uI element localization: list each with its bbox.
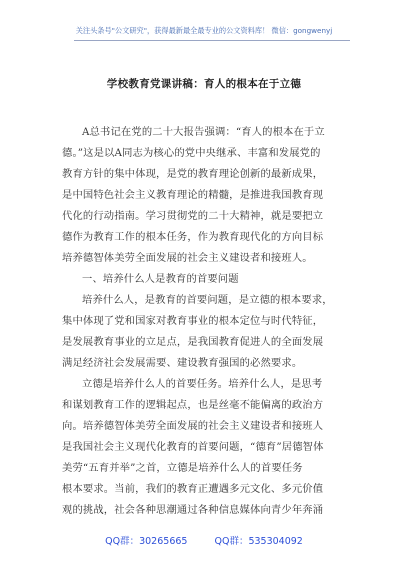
document-body [62,122,357,521]
body-text-line: 观的挑战，社会各种思潮通过各种信息媒体向青少年奔涌 [62,504,324,516]
body-text-line: 培养什么人，是教育的首要问题，是立德的根本要求， [82,294,333,306]
body-text-line: A总书记在党的二十大报告强调：“育人的根本在于立 [82,126,325,138]
body-text-line: 是中国特色社会主义教育理论的精髓，是推进我国教育现 [62,189,324,201]
body-text-line: 是发展教育事业的立足点，是我国教育促进人的全面发展 [62,336,324,348]
header-promo-note: 关注头条号"公文研究"，获得最新最全最专业的公文资料库！ 微信：gongwenyj [75,26,333,35]
section-heading: 一、培养什么人是教育的首要问题 [82,273,239,285]
body-text-line: 是我国社会主义现代化教育的首要问题，“德育”居德智体 [62,441,324,453]
body-text-line: 和谋划教育工作的逻辑起点，也是丝毫不能偏离的政治方 [62,399,324,411]
body-text-line: 满足经济社会发展需要、建设教育强国的必然要求。 [62,357,303,369]
body-text-line: 德。”这是以A同志为核心的党中央继承、丰富和发展党的 [62,147,321,159]
footer-contact [0,533,408,547]
body-text-line: 美劳“五育并举”之首，立德是培养什么人的首要任务 [62,462,303,474]
body-text-line: 培养德智体美劳全面发展的社会主义建设者和接班人。 [62,252,313,264]
header-divider [74,40,350,41]
body-text-line: 集中体现了党和国家对教育事业的根本定位与时代特征， [62,315,324,327]
document-title: 学校教育党课讲稿：育人的根本在于立德 [106,78,302,90]
body-text-line: 德作为教育工作的根本任务，作为教育现代化的方向目标 [62,231,324,243]
footer-qq-group-2: QQ群：535304092 [214,536,303,547]
body-text-line: 教育方针的集中体现，是党的教育理论创新的最新成果， [62,168,324,180]
body-text-line: 向。培养德智体美劳全面发展的社会主义建设者和接班人 [62,420,324,432]
body-text-line: 代化的行动指南。学习贯彻党的二十大精神，就是要把立 [62,210,324,222]
body-text-line: 立德是培养什么人的首要任务。培养什么人，是思考 [82,378,323,390]
body-text-line: 根本要求。当前，我们的教育正遭遇多元文化、多元价值 [62,483,324,495]
footer-qq-group-1: QQ群：30265665 [105,536,188,547]
